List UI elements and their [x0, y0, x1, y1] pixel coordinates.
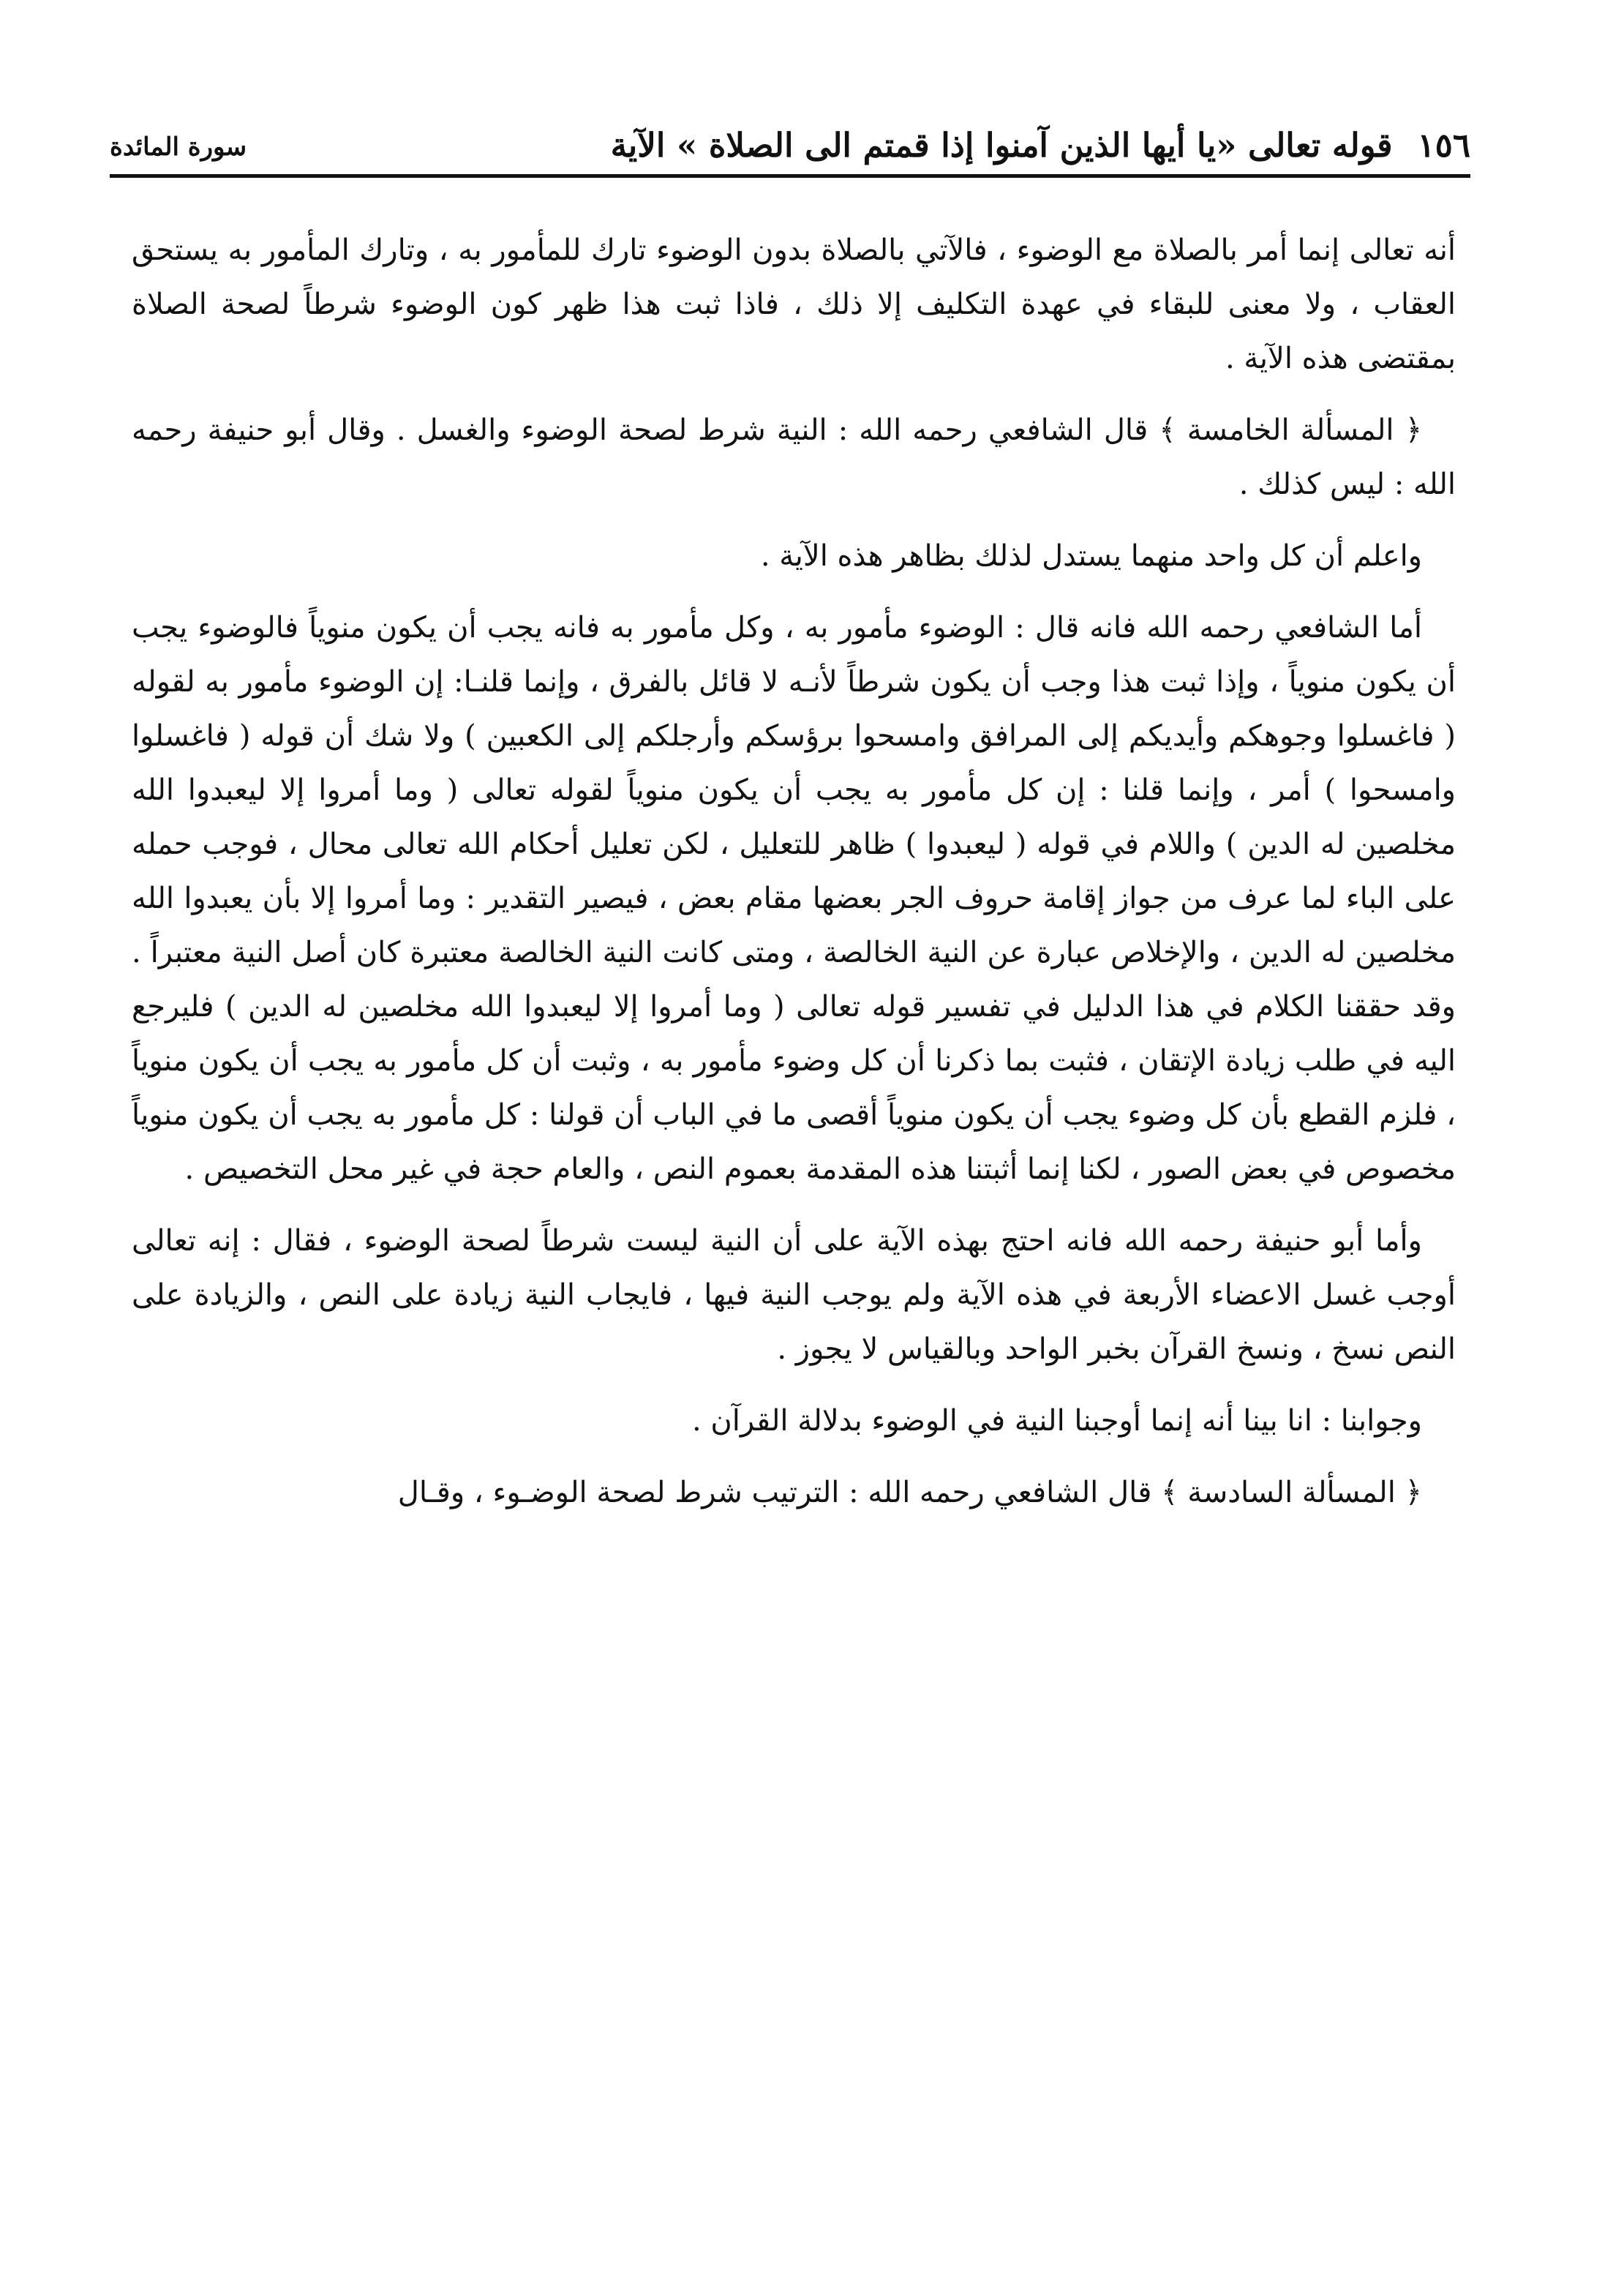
page-number: ١٥٦ — [1417, 126, 1470, 165]
paragraph-text: وجوابنا : انا بينا أنه إنما أوجبنا النية في الوضوء بدلالة القرآن . — [691, 1404, 1422, 1438]
header-verse-title: قوله تعالى «يا أيها الذين آمنوا إذا قمتم الى الصلاة » الآية — [610, 126, 1393, 165]
running-header — [110, 106, 1470, 165]
paragraph-text: أما الشافعي رحمه الله فانه قال : الوضوء مأمور به ، وكل مأمور به فانه يجب أن يكون منوياً فالوضوء يجب أن يكون منوياً ، وإذا ثبت هذا وجب أن يكون شرطاً لأنـه لا قائل بالفرق ، وإنما قلنـا: إن الوضوء مأمور به لقوله ( فاغسلوا وجوهكم وأيديكم إلى المرافق وامسحوا برؤسكم وأرجلكم إلى الكعبين ) ولا شك أن قوله ( فاغسلوا وامسحوا ) أمر ، وإنما قلنا : إن كل مأمور به يجب أن يكون منوياً لقوله تعالى ( وما أمروا إلا ليعبدوا الله مخلصين له الدين ) واللام في قوله ( ليعبدوا ) ظاهر للتعليل ، لكن تعليل أحكام الله تعالى محال ، فوجب حمله على الباء لما عرف من جواز إقامة حروف الجر بعضها مقام بعض ، فيصير التقدير : وما أمروا إلا بأن يعبدوا الله مخلصين له الدين ، والإخلاص عبارة عن النية الخالصة ، ومتى كانت النية الخالصة معتبرة كان أصل النية معتبراً . وقد حققنا الكلام في هذا الدليل في تفسير قوله تعالى ( وما أمروا إلا ليعبدوا الله مخلصين له الدين ) فليرجع اليه في طلب زيادة الإتقان ، فثبت بما ذكرنا أن كل وضوء مأمور به ، وثبت أن كل مأمور به يجب أن يكون منوياً ، فلزم القطع بأن كل وضوء يجب أن يكون منوياً أقصى ما في الباب أن قولنا : كل مأمور به يجب أن يكون منوياً مخصوص في بعض الصور ، لكنا إنما أثبتنا هذه المقدمة بعموم النص ، والعام حجة في غير محل التخصيص . — [132, 611, 1456, 1186]
paragraph — [132, 529, 1456, 583]
header-divider — [110, 174, 1470, 178]
paragraph-text: قال الشافعي رحمه الله : النية شرط لصحة الوضوء والغسل . وقال أبو حنيفة رحمه الله : ليس كذلك . — [132, 413, 1456, 501]
section-heading: ﴿ المسألة الخامسة ﴾ — [1159, 413, 1423, 447]
paragraph — [132, 1394, 1456, 1448]
page-body — [132, 223, 1456, 1520]
section-heading: ﴿ المسألة السادسة ﴾ — [1161, 1476, 1422, 1509]
paragraph — [132, 601, 1456, 1196]
surah-name: سورة المائدة — [110, 132, 247, 162]
paragraph — [132, 403, 1456, 511]
paragraph — [132, 1214, 1456, 1376]
paragraph — [132, 223, 1456, 386]
header-title — [611, 126, 1470, 165]
paragraph-text: وأما أبو حنيفة رحمه الله فانه احتج بهذه الآية على أن النية ليست شرطاً لصحة الوضوء ، فقال : إنه تعالى أوجب غسل الاعضاء الأربعة في هذه الآية ولم يوجب النية فيها ، فايجاب النية زيادة على النص ، والزيادة على النص نسخ ، ونسخ القرآن بخبر الواحد وبالقياس لا يجوز . — [132, 1224, 1456, 1366]
paragraph-text: واعلم أن كل واحد منهما يستدل لذلك بظاهر هذه الآية . — [760, 539, 1422, 573]
paragraph-text: أنه تعالى إنما أمر بالصلاة مع الوضوء ، فالآتي بالصلاة بدون الوضوء تارك للمأمور به ، وتارك المأمور به يستحق العقاب ، ولا معنى للبقاء في عهدة التكليف إلا ذلك ، فاذا ثبت هذا ظهر كون الوضوء شرطاً لصحة الصلاة بمقتضى هذه الآية . — [132, 233, 1456, 375]
paragraph — [132, 1465, 1456, 1520]
paragraph-text: قال الشافعي رحمه الله : الترتيب شرط لصحة الوضـوء ، وقـال — [397, 1476, 1152, 1509]
